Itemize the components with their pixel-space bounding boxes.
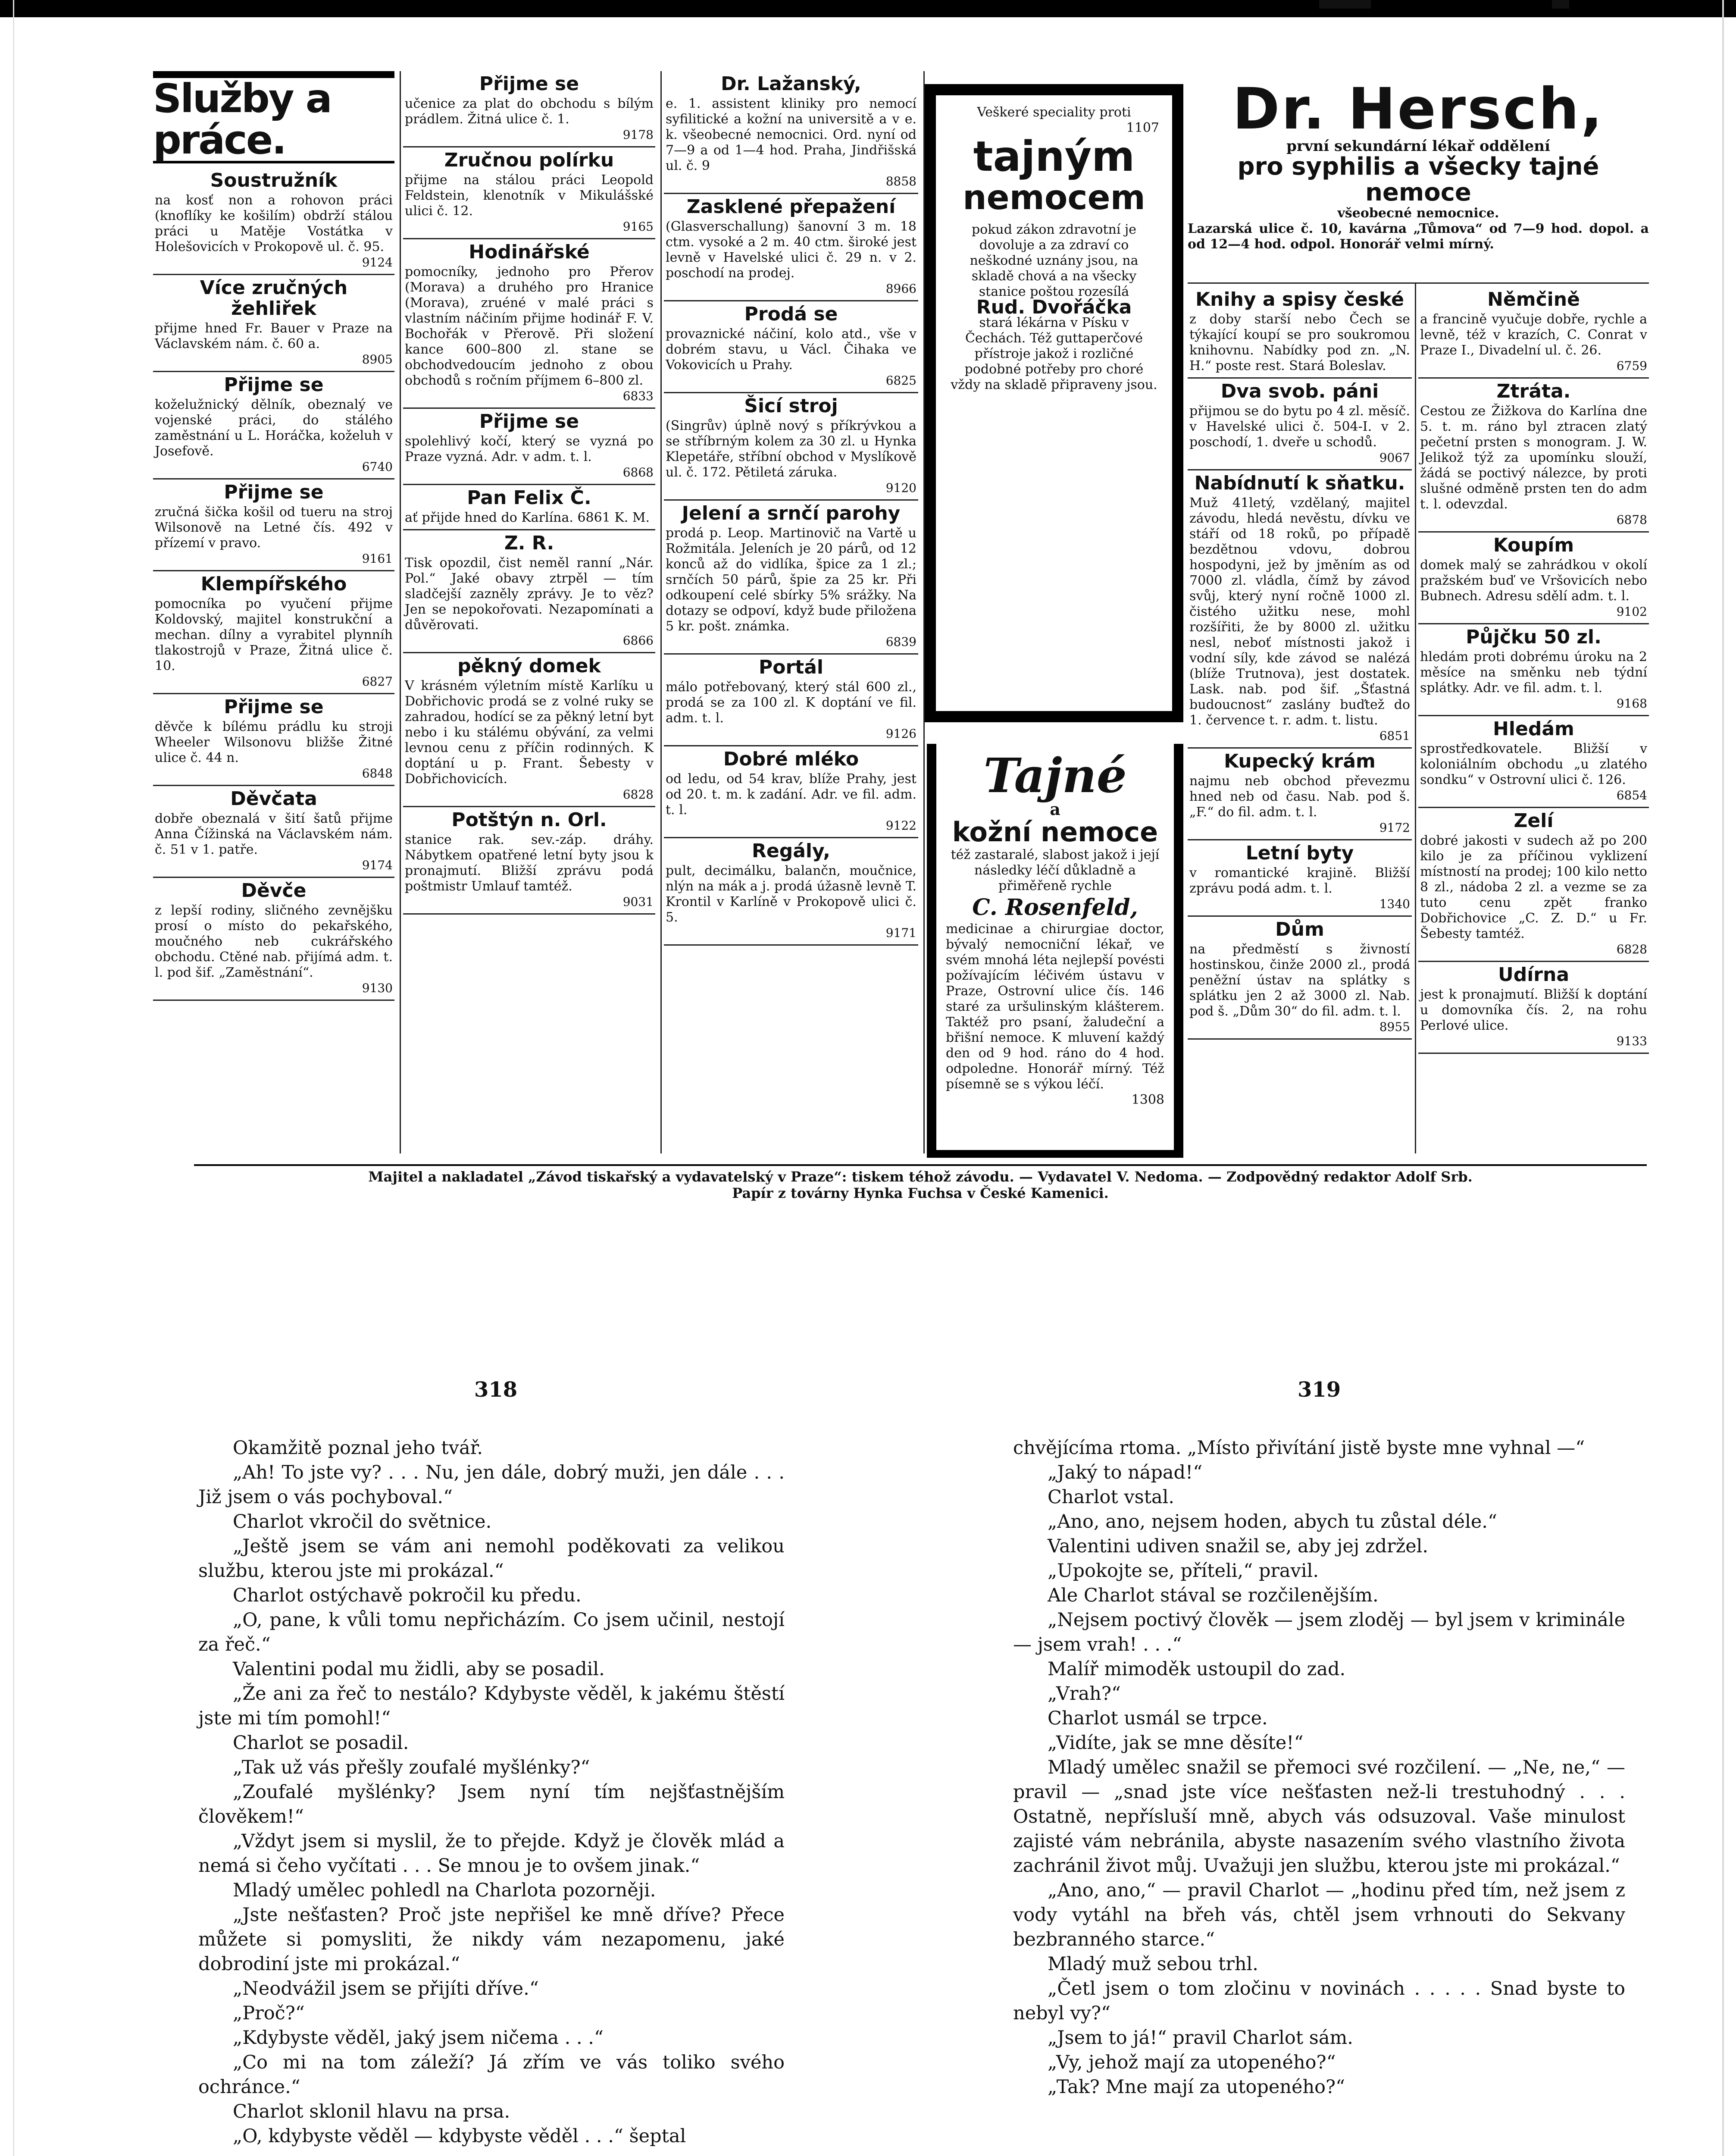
story-paragraph: Charlot vstal.: [1048, 1486, 1175, 1508]
ad-heading: Hledám: [1493, 718, 1574, 740]
story-paragraph: Charlot ostýchavě pokročil ku předu.: [233, 1585, 582, 1606]
ad-text: v romantické krajině. Bližší zprávu podá adm. t. l.: [1189, 865, 1410, 896]
classified-ad: [1188, 917, 1412, 1040]
ad-heading: Němčině: [1487, 288, 1580, 310]
ad-number: 6851: [1379, 729, 1410, 743]
ad-text: přijme hned Fr. Bauer v Praze na Václavském nám. č. 60 a.: [155, 321, 393, 351]
story-paragraph: „Četl jsem o tom zločinu v novinách . . . . . Snad byste to nebyl vy?“: [1013, 1978, 1625, 2024]
classified-ad: [664, 838, 918, 946]
ad-text: pult, decimálku, balančn, moučnice, nlýn na mák a j. prodá úžasně levně T. Krontil v Karlíně v Prokopově ulici č. 5.: [666, 863, 916, 925]
ad-heading: Více zručných žehliřek: [200, 277, 348, 320]
story-paragraph: „Vidíte, jak se mne děsíte!“: [1048, 1732, 1304, 1754]
ad-heading: Kupecký krám: [1224, 750, 1376, 772]
classified-ad: [1188, 749, 1412, 840]
ad-heading: Potštýn n. Orl.: [451, 809, 607, 831]
ad-column-6: [1418, 287, 1649, 1153]
story-paragraph: „Ano, ano,“ — pravil Charlot — „hodinu před tím, než jsem z vody vytáhl na břeh vás, chtěl jsem vrhnouti do Sekvany bezbranného starce.“: [1013, 1880, 1625, 1950]
story-paragraph: „Jaký to nápad!“: [1048, 1462, 1203, 1483]
story-paragraph: Valentini udiven snažil se, aby jej zdržel.: [1048, 1536, 1429, 1557]
ad-text: z doby starší nebo Čech se týkající koupí se pro soukromou knihovnu. Nabídky pod zn. „N. H.“ poste rest. Stará Boleslav.: [1189, 312, 1410, 373]
ad-number: 6866: [622, 633, 654, 648]
classified-ad: [664, 655, 918, 746]
ad-heading: Přijme se: [224, 696, 324, 718]
ad-text: pomocníky, jednoho pro Přerov (Morava) a druhého pro Hranice (Morava), zruéné v malé práci s vlastním náčiním přijme hodinář F. V. Bochořák v Přerově. Při složení kance 600–800 zl. stane se obchodvedoucím jednoho z obou obchodů s ročním příjmem 6–800 zl.: [405, 264, 654, 388]
ad-number: 9133: [1616, 1034, 1647, 1048]
story-paragraph: „Jsem to já!“ pravil Charlot sám.: [1048, 2027, 1353, 2049]
classified-ad: [1188, 379, 1412, 470]
story-paragraph: Mladý umělec pohledl na Charlota pozorněji.: [233, 1880, 656, 1901]
ad-text: V krásném výletním místě Karlíku u Dobřichovic prodá se z volné ruky se zahradou, hodící se za pěkný letní byt nebo i ku stálému obývání, za velmi levnou cenu z příčin rodinných. K doptání u p. Frant. Šebesty v Dobřichovicích.: [405, 678, 654, 787]
ad-heading: Nabídnutí k sňatku.: [1194, 472, 1405, 494]
ad-column-5: [1188, 287, 1412, 1153]
hersch-line-1: první sekundární lékař oddělení: [1286, 138, 1550, 155]
ad-heading: Udírna: [1498, 964, 1570, 986]
story-paragraph: Mladý muž sebou trhl.: [1048, 1953, 1258, 1975]
ad-number: 8905: [362, 352, 393, 367]
ad-heading: Přijme se: [224, 481, 324, 503]
box-headline-2: nemocem: [963, 179, 1145, 217]
box-headline-1: tajným: [973, 132, 1135, 181]
ad-number: 9120: [885, 481, 916, 495]
classified-ad: [153, 571, 394, 694]
ad-text: prodá p. Leop. Martinovič na Vartě u Rožmitála. Jeleních je 20 párů, od 12 konců až do vidlíka, špice za 1 zl.; srnčích 50 párů, špie za 25 kr. Při odkoupení celé sbírky 5% srážky. Na dotazy se odpoví, když bude přiložena 5 kr. pošt. známka.: [666, 526, 916, 634]
novel-page-right: [1013, 1436, 1625, 2100]
ad-text: zručná šička košil od tueru na stroj Wilsonově na Letné čís. 492 v přízemí v pravo.: [155, 505, 393, 551]
classified-ad: [153, 878, 394, 1001]
ad-number: 6759: [1616, 359, 1647, 373]
classified-ad: [153, 694, 394, 786]
story-paragraph: „Upokojte se, příteli,“ pravil.: [1048, 1560, 1319, 1582]
ad-heading: Přijme se: [479, 411, 579, 432]
tajne-subtitle: kožní nemoce: [952, 816, 1158, 848]
ad-heading: Dva svob. páni: [1220, 380, 1379, 402]
story-paragraph: Ale Charlot stával se rozčilenějším.: [1048, 1585, 1379, 1606]
ad-text: málo potřebovaný, který stál 600 zl., prodá se za 100 zl. K doptání ve fil. adm. t. l.: [666, 680, 916, 726]
classified-ad: [1418, 287, 1649, 379]
classified-ad: [403, 807, 655, 915]
pharmacy-box-ad: [925, 84, 1183, 722]
story-paragraph: „Zoufalé myšlénky? Jsem nyní tím nejšťastnějším člověkem!“: [198, 1781, 785, 1827]
ad-number: 9126: [885, 727, 916, 741]
classified-ad: [1418, 962, 1649, 1054]
classified-ad: [403, 653, 655, 807]
story-paragraph: Malíř mimoděk ustoupil do zad.: [1048, 1658, 1346, 1680]
ad-text: sprostředkovatele. Bližší v koloniálním obchodu „u zlatého sondku“ v Ostrovní ulici č. 126.: [1420, 741, 1647, 787]
tajne-text: též zastaralé, slabost jakož i její následky léčí důkladně a přiměřeně rychle: [951, 847, 1160, 893]
hersch-name: Dr. Hersch,: [1232, 76, 1604, 142]
ad-text: Cestou ze Žižkova do Karlína dne 5. t. m. ráno byl ztracen zlatý pečetní prsten s monogram. J. W. Jelikož týž za upomínku slouží, žádá se poctivý nálezce, by proti slušné odměně prsten ten do adm t. l. odevzdal.: [1420, 404, 1647, 512]
ad-text: na kosť non a rohovon práci (knoflíky ke košilím) obdrží stálou práci u Matěje Vostátka v Holešovicích v Prokopově ul. č. 95.: [155, 193, 393, 254]
tajne-number: 1308: [1131, 1092, 1164, 1107]
ad-heading: Hodinářské: [469, 241, 590, 263]
ad-column-2: [403, 71, 655, 1153]
classified-ad: [403, 530, 655, 653]
ad-text: najmu neb obchod převezmu hned neb od času. Nab. pod š. „F.“ do fil. adm. t. l.: [1189, 774, 1410, 820]
ad-heading: Klempířského: [200, 573, 347, 595]
ad-text: Tisk opozdil, čist neměl ranní „Nár. Pol.“ Jaké obavy ztrpěl — tím sladčejší zazněly zprávy. Je to věz? Jen se nepokořovati. Nezapomínati a důvěrovati.: [405, 555, 654, 633]
novel-page-left: [198, 1436, 785, 2149]
story-paragraph: „Co mi na tom záleží? Já zřím ve vás toliko svého ochránce.“: [198, 2052, 785, 2098]
ad-heading: Dům: [1275, 918, 1324, 940]
ad-text: hledám proti dobrému úroku na 2 měsíce na směnku neb týdní splátky. Adr. ve fil. adm. t. l.: [1420, 649, 1647, 696]
story-paragraph: „Vrah?“: [1048, 1683, 1121, 1705]
ad-heading: Dr. Lažanský,: [721, 73, 861, 95]
classified-ad: [403, 71, 655, 147]
ad-text: učenice za plat do obchodu s bílým prádlem. Žitná ulice č. 1.: [405, 96, 654, 127]
scan-edge-mark: [1552, 0, 1569, 9]
ad-heading: Zručnou polírku: [444, 149, 614, 171]
story-paragraph: „Tak? Mne mají za utopeného?“: [1048, 2076, 1345, 2098]
ad-number: 9031: [622, 895, 654, 909]
box-intro: Veškeré speciality proti: [977, 105, 1131, 120]
ad-text: e. 1. assistent kliniky pro nemocí syfilitické a kožní na universitě a v e. k. všeobecné nemocnici. Ord. nyní od 7—9 a od 1—4 hod. Praha, Jindřišská ul. č. 9: [666, 96, 916, 173]
classified-ad: [1418, 379, 1649, 533]
column-rule: [400, 71, 401, 1153]
ad-number: 6833: [622, 389, 654, 403]
ad-heading: Prodá se: [744, 303, 838, 325]
classified-ad: [1418, 533, 1649, 624]
ad-list: [664, 71, 918, 946]
ad-column-1: [153, 71, 394, 1153]
scan-top-border: [0, 0, 1736, 17]
story-paragraph: „Nejsem poctivý člověk — jsem zloděj — byl jsem v kriminále — jsem vrah! . . .“: [1013, 1609, 1625, 1655]
ad-text: Muž 41letý, vzdělaný, majitel závodu, hledá nevěstu, dívku ve stáří od 18 roků, po případě bezdětnou vdovu, dobrou hospodyni, jež by jměním as od 7000 zl. vládla, čímž by závod svůj, který nyní ročně 1000 zl. čistého užitku nese, mohl rozšířiti, že by 8000 zl. užitku nesl, neboť místnosti jakož i vodní síly, kde závod se nalézá (blíže Trutnova), jest dostatek. Lask. nab. pod šif. „Šťastná budoucnost“ zaslány buďtež do 1. července t. r. adm. t. listu.: [1189, 495, 1410, 728]
imprint-footer: [194, 1164, 1647, 1201]
ad-number: 6828: [622, 787, 654, 802]
ad-heading: Dobré mléko: [723, 748, 859, 770]
ad-text: domek malý se zahrádkou v okolí pražském buď ve Vršovicích nebo Bubnech. Adresu sdělí adm. t. l.: [1420, 558, 1647, 604]
story-paragraph: „Jste nešťasten? Proč jste nepřišel ke mně dříve? Přece můžete si pomysliti, že nikdy vám nezapomenu, jaké dobrodiní jste mi prokázal.“: [198, 1904, 785, 1975]
story-paragraph: „Vždyt jsem si myslil, že to přejde. Když je člověk mlád a nemá si čeho vyčítati . . . Se mnou je to ovšem jinak.“: [198, 1830, 785, 1877]
classified-ad: [664, 301, 918, 393]
ad-text: jest k pronajmutí. Bližší k doptání u domovníka čís. 2, na rohu Perlové ulice.: [1420, 987, 1647, 1033]
ad-text: koželužnický dělník, obeznalý ve vojenské práci, do stálého zaměstnání u L. Horáčka, koželuh v Josefově.: [155, 397, 393, 459]
column-rule: [660, 71, 662, 1153]
ad-text: ať přijde hned do Karlína. 6861 K. M.: [405, 510, 650, 525]
section-title: Služby a práce.: [153, 71, 394, 163]
ad-number: 9168: [1616, 696, 1647, 711]
story-paragraph: „Ah! To jste vy? . . . Nu, jen dále, dobrý muži, jen dále . . . Již jsem o vás pochyboval.“: [198, 1462, 785, 1508]
ad-heading: Děvčata: [230, 788, 317, 810]
ad-heading: Knihy a spisy české: [1195, 288, 1404, 310]
ad-heading: Regály,: [752, 840, 830, 862]
ad-number: 9171: [885, 926, 916, 940]
box-pharmacist-name: Rud. Dvořáčka: [976, 296, 1132, 318]
ad-text: z lepší rodiny, sličného zevnějšku prosí o místo do pekařského, moučného neb cukrářského obchodu. Ctěné nab. přijímá adm. t. l. pod šif. „Zaměstnání“.: [155, 903, 393, 980]
ad-heading: Portál: [759, 656, 823, 678]
box-text-2: stará lékárna v Písku v Čechách. Též guttaperčové přístroje jakož i rozličné podobné potřeby pro choré vždy na skladě připraveny jsou.: [951, 315, 1157, 392]
classified-ad: [153, 168, 394, 275]
ad-number: 9165: [622, 219, 654, 234]
story-paragraph: Charlot se posadil.: [233, 1732, 409, 1754]
ad-list: [403, 71, 655, 915]
ad-text: pomocníka po vyučení přijme Koldovský, majitel konstrukční a mechan. dílny a vyrabitel plynníh tlakostrojů v Praze, Žitná ulice č. 10.: [155, 596, 393, 674]
ad-number: 1340: [1379, 897, 1410, 911]
classified-ad: [153, 372, 394, 479]
story-paragraph: „Ano, ano, nejsem hoden, abych tu zůstal déle.“: [1048, 1511, 1497, 1532]
classified-ad: [664, 194, 918, 301]
classified-ad: [403, 147, 655, 239]
story-paragraph: Valentini podal mu židli, aby se posadil.: [233, 1658, 605, 1680]
ad-number: 6839: [885, 635, 916, 649]
advertisement-section: [153, 71, 1649, 1162]
classified-ad: [403, 485, 655, 530]
ad-heading: Přijme se: [479, 73, 579, 95]
story-paragraph: „Ještě jsem se vám ani nemohl poděkovati za velikou službu, kterou jste mi prokázal.“: [198, 1536, 785, 1582]
page-left-edge: [13, 0, 14, 2156]
story-paragraph: „Že ani za řeč to nestálo? Kdybyste věděl, k jakému štěstí jste mi tím pomohl!“: [198, 1683, 785, 1729]
ad-column-3: [664, 71, 918, 1153]
ad-heading: Koupím: [1493, 534, 1574, 556]
story-paragraph: Charlot sklonil hlavu na prsa.: [233, 2101, 510, 2122]
classified-ad: [664, 71, 918, 194]
ad-text: (Singrův) úplně nový s příkrývkou a se stříbrným kolem za 30 zl. u Hynka Klepetáře, stříbní obchod v Myslíkově ul. č. 172. Pětiletá záruka.: [666, 418, 916, 480]
ad-list: [1188, 287, 1412, 1040]
classified-ad: [1418, 624, 1649, 716]
ad-text: přijme na stálou práci Leopold Feldstein, klenotník v Mikulášské ulici č. 12.: [405, 172, 654, 219]
ad-heading: Pan Felix Č.: [467, 487, 591, 509]
ad-heading: Šicí stroj: [744, 395, 838, 417]
ad-number: 9122: [885, 818, 916, 833]
story-paragraph: „Vy, jehož mají za utopeného?“: [1048, 2052, 1336, 2073]
ad-heading: Děvče: [241, 880, 307, 902]
imprint-line-1: Majitel a nakladatel „Závod tiskařský a vydavatelský v Praze“: tiskem téhož závodu. — Vydavatel V. Nedoma. — Zodpovědný redaktor Adolf Srb.: [368, 1169, 1473, 1185]
classified-ad: [1188, 470, 1412, 749]
classified-ad: [664, 501, 918, 655]
box-text: pokud zákon zdravotní je dovoluje a za zdraví co neškodné uznány jsou, na skladě chová a na všecky stanice poštou rozesílá: [970, 222, 1139, 299]
classified-ad: [403, 239, 655, 409]
ad-heading: pěkný domek: [457, 655, 601, 677]
ad-number: 6740: [362, 460, 393, 474]
hersch-line-2: všeobecné nemocnice.: [1337, 206, 1499, 221]
tajne-and: a: [1050, 799, 1060, 819]
ad-number: 6854: [1616, 788, 1647, 802]
hersch-address: Lazarská ulice č. 10, kavárna „Tůmova“ od 7—9 hod. dopol. a od 12—4 hod. odpol. Honorář velmi mírný.: [1188, 221, 1649, 252]
story-paragraph: chvějícíma rtoma. „Místo přivítání jistě byste mne vyhnal —“: [1013, 1437, 1585, 1459]
ad-number: 8955: [1379, 1020, 1410, 1034]
ad-text: na předměstí s živností hostinskou, činže 2000 zl., prodá peněžní ústav na splátky s splátku jen 2 až 3000 zl. Nab. pod š. „Dům 30“ do fil. adm. t. l.: [1189, 942, 1410, 1019]
classified-ad: [664, 746, 918, 838]
classified-ad: [1188, 840, 1412, 917]
ad-text: (Glasverschallung) šanovní 3 m. 18 ctm. vysoké a 2 m. 40 ctm. široké jest levně v Havelské ulici č. 29 n. v 2. poschodí na prodej.: [666, 219, 916, 281]
ad-text: od ledu, od 54 krav, blíže Prahy, jest od 20. t. m. k zadání. Adr. ve fil. adm. t. l.: [666, 771, 916, 818]
story-paragraph: „Neodvážil jsem se přijíti dříve.“: [233, 1978, 539, 1999]
ad-text: přijmou se do bytu po 4 zl. měsíč. v Havelské ulici č. 504-I. v 2. poschodí, 1. dveře u schodů.: [1189, 404, 1410, 450]
ad-number: 9102: [1616, 605, 1647, 619]
ad-text: provaznické náčiní, kolo atd., vše v dobrém stavu, u Václ. Čihaka ve Vokovicích u Prahy.: [666, 326, 916, 373]
ad-heading: Zelí: [1514, 810, 1554, 832]
ad-heading: Zasklené přepažení: [686, 196, 896, 218]
dr-hersch-ad: [1188, 76, 1649, 284]
classified-ad: [153, 786, 394, 878]
story-paragraph: „Proč?“: [233, 2002, 305, 2024]
ad-number: 9174: [362, 858, 393, 872]
ad-number: 9067: [1379, 451, 1410, 465]
story-paragraph: Okamžitě poznal jeho tvář.: [233, 1437, 483, 1459]
ad-text: dobré jakosti v sudech až po 200 kilo je za příčinou vyklizení místností na prodej; 100 kilo netto 8 zl., nádoba 2 zl. a vezme se za tuto cenu zpět franko Dobřichovice „C. Z. D.“ u Fr. Šebesty tamtéž.: [1420, 833, 1647, 941]
story-paragraph: „O, pane, k vůli tomu nepřicházím. Co jsem učinil, nestojí za řeč.“: [198, 1609, 785, 1655]
ad-list: [1418, 287, 1649, 1054]
ad-number: 6827: [362, 674, 393, 689]
ad-number: 8858: [885, 174, 916, 188]
classified-ad: [1188, 287, 1412, 379]
ad-heading: Jelení a srnčí parohy: [682, 502, 901, 524]
classified-ad: [153, 479, 394, 571]
ad-heading: Půjčku 50 zl.: [1466, 626, 1601, 648]
classified-ad: [1418, 808, 1649, 962]
story-paragraph: Charlot vkročil do světnice.: [233, 1511, 492, 1532]
story-paragraph: „Kdybyste věděl, jaký jsem ničema . . .“: [233, 2027, 604, 2049]
story-paragraph: Charlot usmál se trpce.: [1048, 1708, 1268, 1729]
ad-number: 6868: [622, 465, 654, 479]
ad-number: 9130: [362, 981, 393, 995]
ad-number: 8966: [885, 282, 916, 296]
tajne-title: Tajné: [983, 748, 1127, 803]
ad-heading: Z. R.: [504, 532, 554, 554]
ad-number: 9178: [622, 128, 654, 142]
classified-ad: [153, 275, 394, 372]
story-paragraph: „O, kdybyste věděl — kdybyste věděl . . .“ šeptal: [233, 2125, 686, 2147]
ad-number: 6848: [362, 766, 393, 780]
ad-heading: Letní byty: [1245, 842, 1354, 864]
page-number-right: 319: [1298, 1378, 1341, 1402]
classified-ad: [1418, 716, 1649, 808]
classified-ad: [403, 409, 655, 485]
ad-number: 6828: [1616, 942, 1647, 956]
ad-number: 9161: [362, 552, 393, 566]
ad-text: dobře obeznalá v šití šatů přijme Anna Čížinská na Václavském nám. č. 51 v 1. patře.: [155, 811, 393, 857]
ad-number: 6878: [1616, 513, 1647, 527]
tajne-text-2: medicinae a chirurgiae doctor, bývalý nemocniční lékař, ve svém mnohá léta nejlepší povésti požívajícím léčivém ústavu v Praze, Ostrovní ulice čís. 146 staré za uršulinským klášterem. Taktéž pro psaní, žaludeční a břišní nemoce. K mluvení každý den od 9 hod. ráno do 4 hod. odpoledne. Honorář mírný. Též písemně se s výkou léčí.: [946, 921, 1164, 1092]
hersch-subtitle: pro syphilis a všecky tajné nemoce: [1237, 153, 1599, 207]
column-rule: [1415, 282, 1416, 1153]
box-number: 1107: [1126, 120, 1159, 135]
imprint-line-2: Papír z továrny Hynka Fuchsa v České Kamenici.: [732, 1185, 1109, 1201]
page-right-edge: [1722, 0, 1724, 2156]
ad-number: 9172: [1379, 821, 1410, 835]
ad-text: a francině vyučuje dobře, rychle a levně, též v krazích, C. Conrat v Praze I., Divadelní ul. č. 26.: [1420, 312, 1647, 358]
ad-text: děvče k bílému prádlu ku stroji Wheeler Wilsonovu bližše Žitné ulice č. 44 n.: [155, 719, 393, 765]
ad-heading: Soustružník: [210, 169, 338, 191]
scan-edge-mark: [1319, 0, 1371, 9]
classified-ad: [664, 393, 918, 501]
ad-list: [153, 168, 394, 1001]
ad-text: stanice rak. sev.-záp. dráhy. Nábytkem opatřené letní byty jsou k pronajmutí. Bližší zprávu podá poštmistr Umlauf tamtéž.: [405, 832, 654, 894]
ad-number: 6825: [885, 373, 916, 388]
ad-text: spolehlivý kočí, který se vyzná po Praze vyzná. Adr. v adm. t. l.: [405, 434, 654, 464]
ad-number: 9124: [362, 255, 393, 270]
doctor-rosenfeld-ad: [927, 744, 1183, 1158]
page-number-left: 318: [474, 1378, 518, 1402]
ad-heading: Ztráta.: [1496, 380, 1571, 402]
ad-heading: Přijme se: [224, 374, 324, 396]
story-paragraph: Mladý umělec snažil se přemoci své rozčilení. — „Ne, ne,“ — pravil — „snad jste více nešťasten než-li trestuhodný . . . Ostatně, nepřísluší mně, abych vás odsuzoval. Vaše minulost zajisté vám nebránila, abyste nasazením svého vlastního života zachránil život můj. Uvažuji jen službu, kterou jste mi prokázal.“: [1013, 1757, 1625, 1877]
tajne-doctor-name: C. Rosenfeld,: [972, 894, 1138, 921]
story-paragraph: „Tak už vás přešly zoufalé myšlénky?“: [233, 1757, 590, 1778]
